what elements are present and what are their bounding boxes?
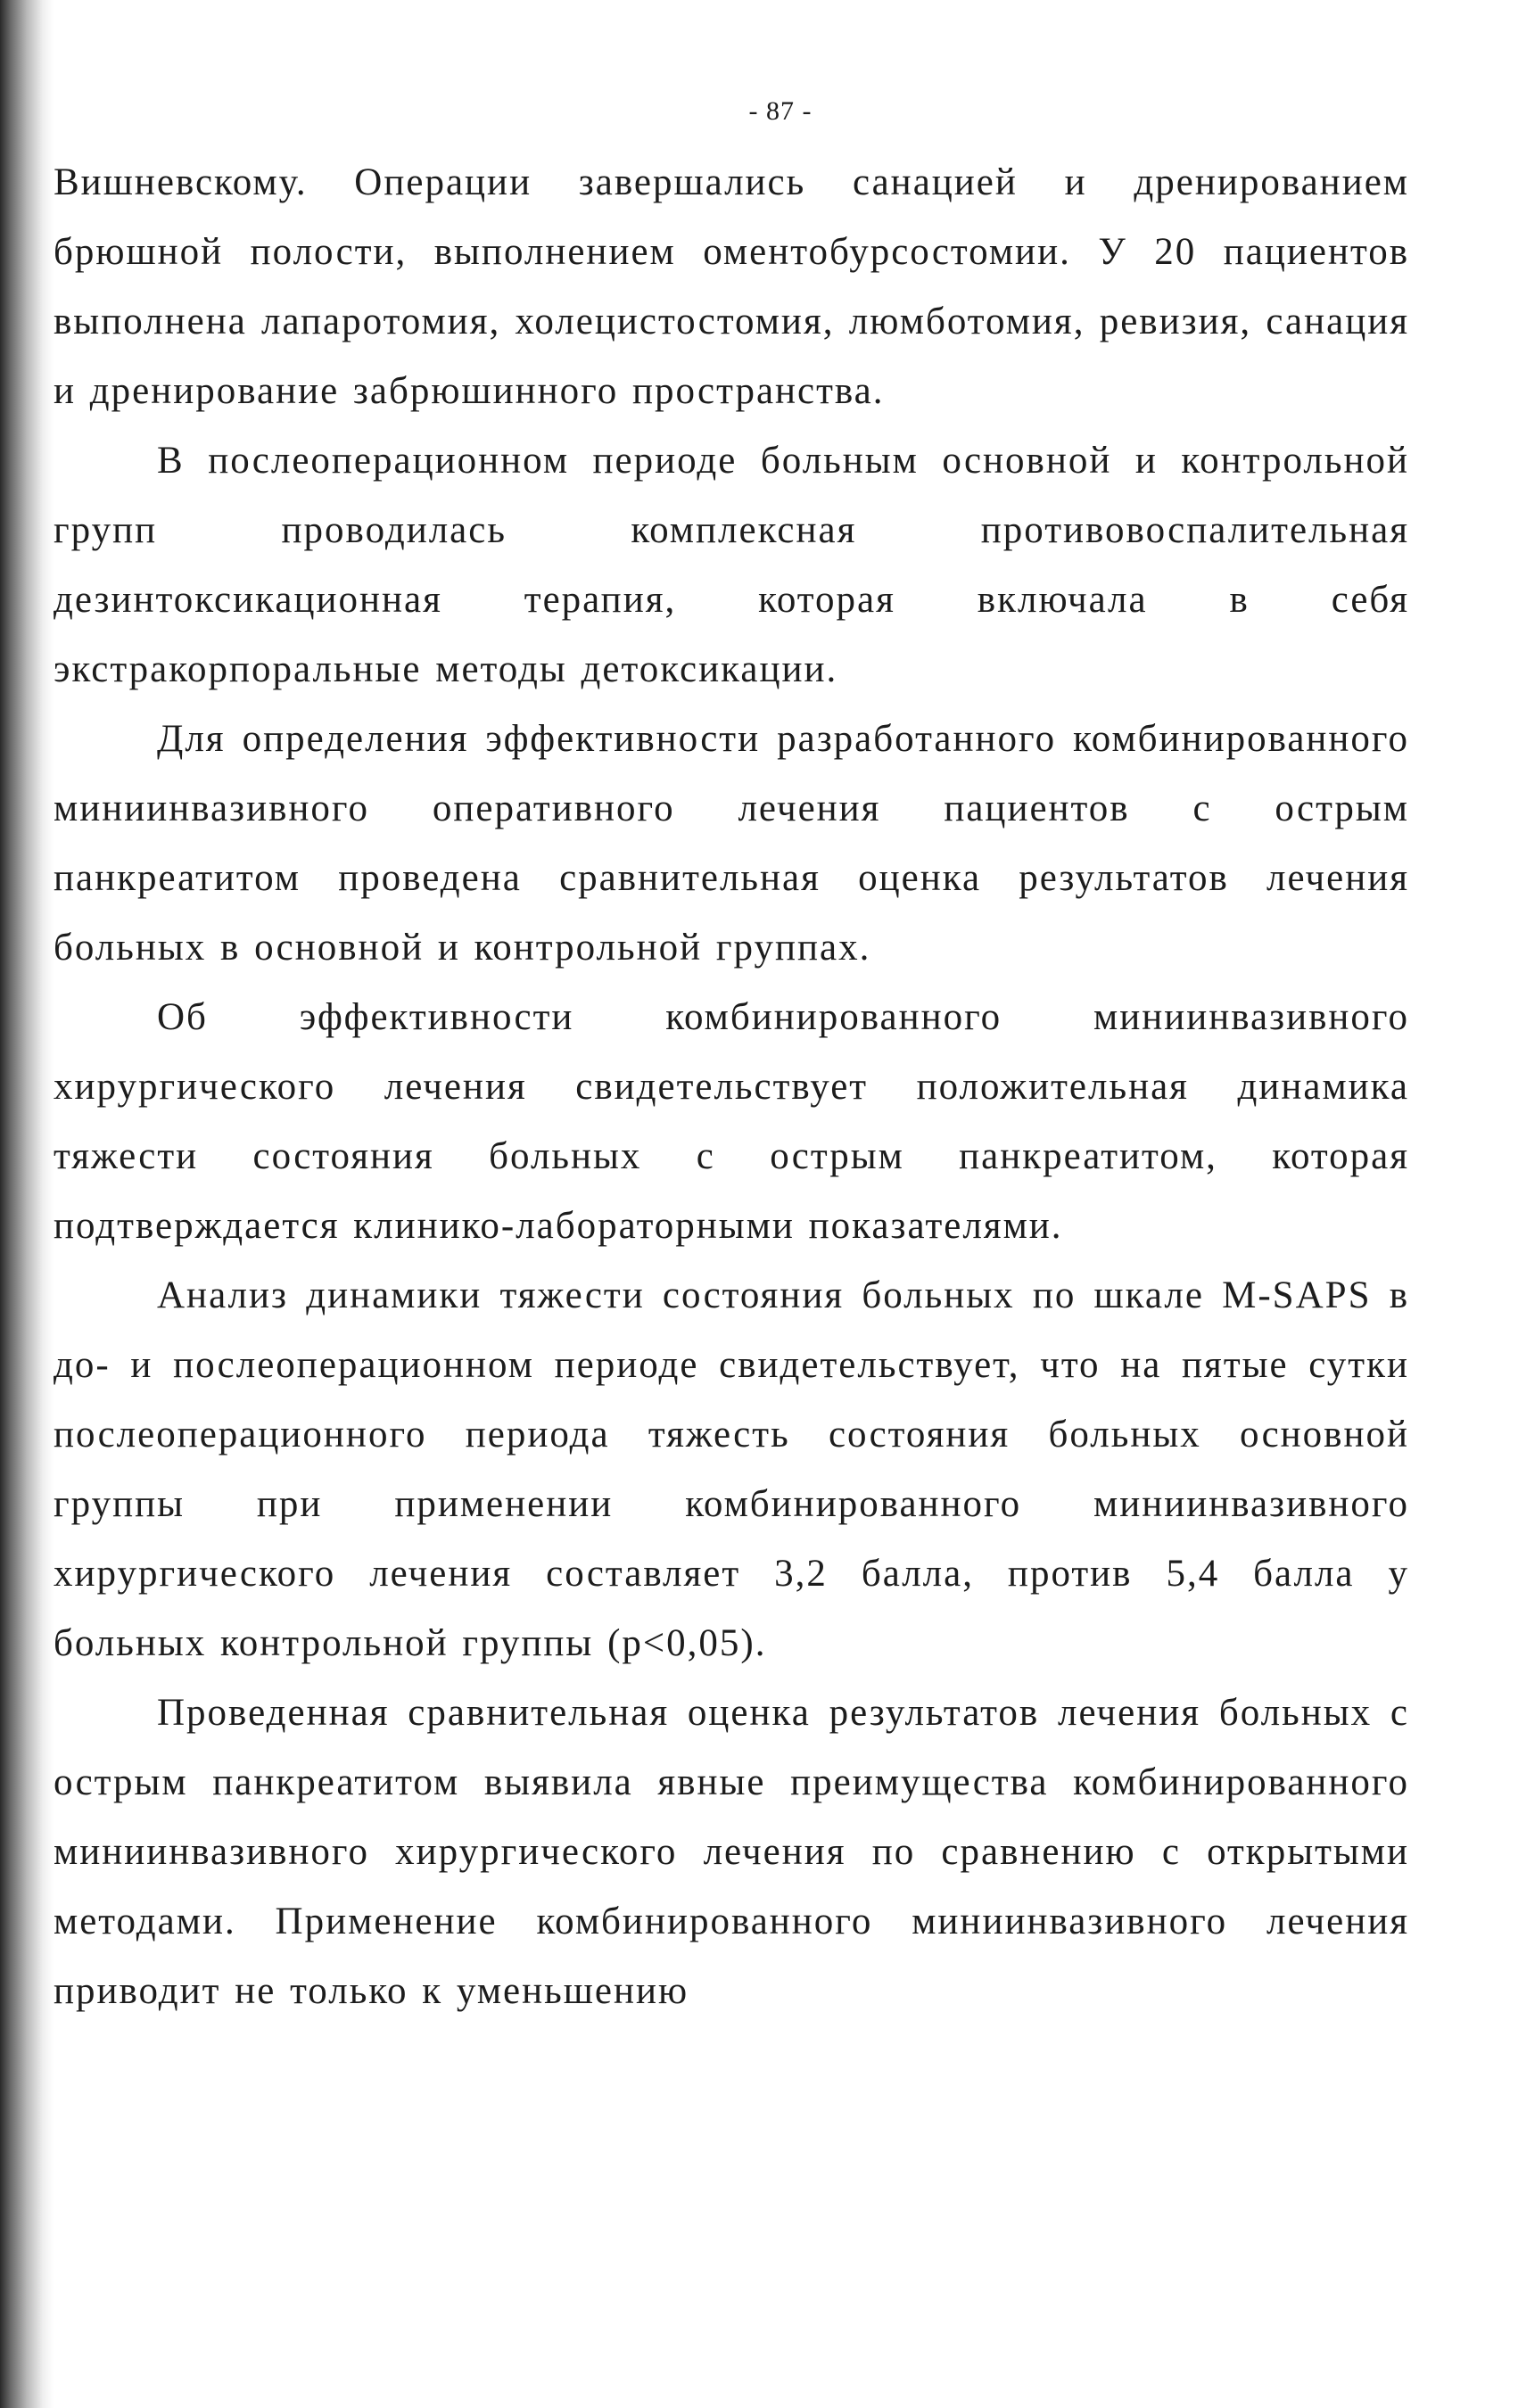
paragraph-2: В послеоперационном периоде больным основной и контрольной групп проводилась комплексная противовоспалительная дезинтоксикационная терапия, которая включала в себя экстракорпоральные методы детоксикации.	[54, 440, 1409, 690]
body-text	[54, 148, 1409, 2026]
paragraph-5: Анализ динамики тяжести состояния больных по шкале M-SAPS в до- и послеоперационном периоде свидетельствует, что на пятые сутки послеоперационного периода тяжесть состояния больных основной группы при применении комбинированного миниинвазивного хирургического лечения составляет 3,2 балла, против 5,4 балла у больных контрольной группы (p<0,05).	[54, 1274, 1409, 1664]
paragraph-1: Вишневскому. Операции завершались санацией и дренированием брюшной полости, выполнением оментобурсостомии. У 20 пациентов выполнена лапаротомия, холецистостомия, люмботомия, ревизия, санация и дренирование забрюшинного пространства.	[54, 161, 1409, 412]
document-page	[54, 0, 1409, 2408]
paragraph-4: Об эффективности комбинированного миниинвазивного хирургического лечения свидетельствует положительная динамика тяжести состояния больных с острым панкреатитом, которая подтверждается клинико-лабораторными показателями.	[54, 996, 1409, 1247]
page-number: - 87 -	[748, 96, 813, 126]
paragraph-6: Проведенная сравнительная оценка результатов лечения больных с острым панкреатитом выявила явные преимущества комбинированного миниинвазивного хирургического лечения по сравнению с открытыми методами. Применение комбинированного миниинвазивного лечения приводит не только к уменьшению	[54, 1692, 1409, 2012]
binding-shadow	[0, 0, 54, 2408]
paragraph-3: Для определения эффективности разработанного комбинированного миниинвазивного оперативного лечения пациентов с острым панкреатитом проведена сравнительная оценка результатов лечения больных в основной и контрольной группах.	[54, 718, 1409, 969]
